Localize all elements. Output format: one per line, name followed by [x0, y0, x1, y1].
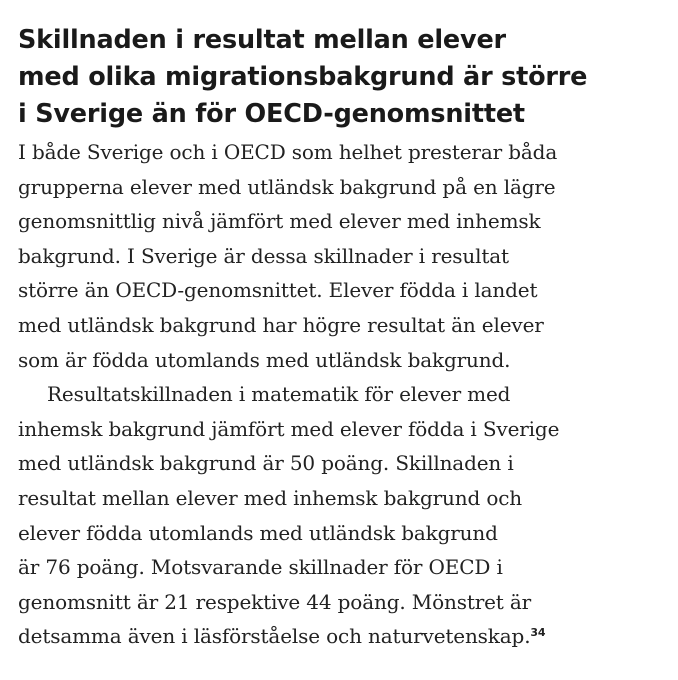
paragraph-line: med utländsk bakgrund är 50 poäng. Skillnaden i [18, 451, 514, 476]
paragraph-line: som är födda utomlands med utländsk bakgrund. [18, 347, 511, 372]
paragraph-line: genomsnittlig nivå jämfört med elever med inhemsk [18, 209, 541, 234]
paragraph-line: bakgrund. I Sverige är dessa skillnader i resultat [18, 243, 509, 268]
paragraph-line: genomsnitt är 21 respektive 44 poäng. Mönstret är [18, 589, 532, 614]
paragraph-line-last [18, 619, 668, 654]
paragraph-line: resultat mellan elever med inhemsk bakgrund och [18, 485, 523, 510]
footnote-reference: 34 [530, 626, 546, 640]
paragraph-line-text: detsamma även i läsförståelse och naturvetenskap. [18, 624, 531, 649]
heading-line: Skillnaden i resultat mellan elever [18, 25, 506, 55]
heading-line: med olika migrationsbakgrund är större [18, 62, 588, 92]
paragraph-line: grupperna elever med utländsk bakgrund på en lägre [18, 174, 556, 199]
section-heading [18, 22, 668, 133]
paragraph-line: med utländsk bakgrund har högre resultat än elever [18, 312, 544, 337]
body-paragraph-2 [18, 377, 668, 654]
paragraph-line: inhemsk bakgrund jämfört med elever födda i Sverige [18, 416, 560, 441]
paragraph-line: I både Sverige och i OECD som helhet presterar båda [18, 140, 558, 164]
document-page [18, 22, 668, 654]
heading-line: i Sverige än för OECD-genomsnittet [18, 99, 525, 129]
paragraph-line: elever födda utomlands med utländsk bakgrund [18, 520, 498, 545]
body-paragraph-1 [18, 135, 668, 377]
paragraph-line: är 76 poäng. Motsvarande skillnader för OECD i [18, 555, 503, 580]
paragraph-line: större än OECD-genomsnittet. Elever födda i landet [18, 278, 538, 303]
paragraph-line: Resultatskillnaden i matematik för elever med [47, 382, 511, 407]
